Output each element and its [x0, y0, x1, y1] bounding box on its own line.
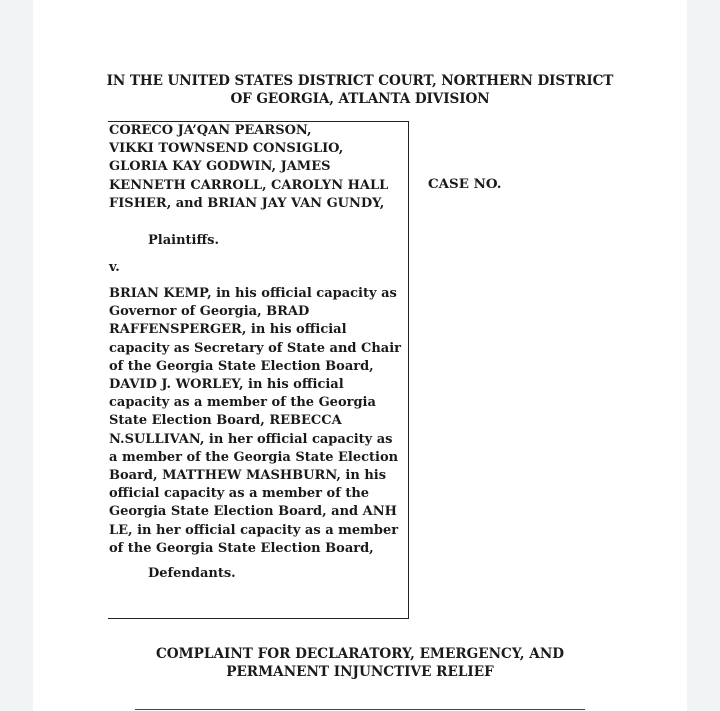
horizontal-rule	[135, 709, 585, 710]
defendants-label: Defendants.	[148, 566, 236, 581]
court-header-line-2: OF GEORGIA, ATLANTA DIVISION	[230, 91, 490, 107]
plaintiffs-label: Plaintiffs.	[148, 233, 219, 248]
plaintiffs-names: CORECO JA’QAN PEARSON, VIKKI TOWNSEND CONSIGLIO, GLORIA KAY GODWIN, JAMES KENNETH CARROLL, CAROLYN HALL FISHER, and BRIAN JAY VAN GUNDY,	[109, 123, 389, 211]
complaint-title-line-2: PERMANENT INJUNCTIVE RELIEF	[226, 664, 494, 680]
case-number-label: CASE NO.	[428, 176, 502, 192]
court-header	[33, 72, 687, 108]
document-page	[33, 0, 687, 711]
complaint-title-line-1: COMPLAINT FOR DECLARATORY, EMERGENCY, AND	[155, 646, 565, 662]
defendants-names: BRIAN KEMP, in his official capacity as Governor of Georgia, BRAD RAFFENSPERGER, in his official capacity as Secretary of State and Chair of the Georgia State Election Board, DAVID J. WORLEY, in his official capacity as a member of the Georgia State Election Board, REBECCA N.SULLIVAN, in her official capacity as a member of the Georgia State Election Board, MATTHEW MASHBURN, in his official capacity as a member of the Georgia State Election Board, and ANH LE, in her official capacity as a member of the Georgia State Election Board,	[109, 286, 402, 556]
versus-label: v.	[109, 260, 120, 275]
court-header-line-1: IN THE UNITED STATES DISTRICT COURT, NORTHERN DISTRICT	[106, 73, 614, 89]
complaint-title	[33, 645, 687, 681]
